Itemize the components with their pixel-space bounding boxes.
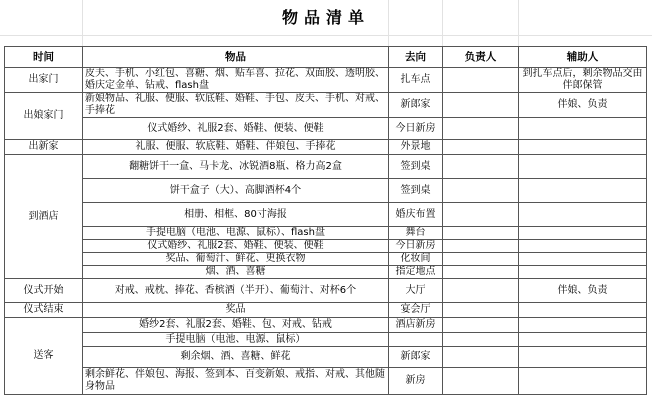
asst-cell[interactable] — [519, 140, 647, 155]
asst-cell[interactable] — [519, 227, 647, 240]
table-row — [5, 68, 647, 93]
resp-cell[interactable] — [443, 68, 519, 93]
table-row — [5, 179, 647, 203]
item-cell[interactable]: 仪式婚纱、礼服2套、婚鞋、便装、便鞋 — [83, 240, 389, 253]
time-cell[interactable]: 仪式结束 — [5, 303, 83, 318]
dest-cell[interactable]: 今日新房 — [389, 240, 443, 253]
item-cell[interactable]: 相册、相框、80寸海报 — [83, 203, 389, 227]
page-title: 物品清单 — [281, 8, 370, 27]
table-row — [5, 227, 647, 240]
asst-cell[interactable] — [519, 118, 647, 140]
asst-cell[interactable] — [519, 333, 647, 347]
header-row — [5, 47, 647, 68]
table-row — [5, 253, 647, 266]
time-cell[interactable]: 到酒店 — [5, 155, 83, 279]
item-cell[interactable]: 婚纱2套、礼服2套、婚鞋、包、对戒、钻戒 — [83, 318, 389, 333]
asst-cell[interactable] — [519, 203, 647, 227]
resp-cell[interactable] — [443, 253, 519, 266]
resp-cell[interactable] — [443, 279, 519, 303]
asst-cell[interactable]: 伴娘、负责 — [519, 93, 647, 118]
dest-cell[interactable]: 新郎家 — [389, 93, 443, 118]
table-row — [5, 203, 647, 227]
item-cell[interactable]: 奖品 — [83, 303, 389, 318]
table-row — [5, 318, 647, 333]
dest-cell[interactable]: 签到桌 — [389, 155, 443, 179]
table-row — [5, 240, 647, 253]
header-resp[interactable]: 负责人 — [443, 47, 519, 68]
table-row — [5, 333, 647, 347]
asst-cell[interactable] — [519, 240, 647, 253]
item-cell[interactable]: 手提电脑（电池、电源、鼠标） — [83, 333, 389, 347]
resp-cell[interactable] — [443, 227, 519, 240]
asst-cell[interactable] — [519, 155, 647, 179]
dest-cell[interactable]: 新郎家 — [389, 347, 443, 368]
asst-cell[interactable]: 伴娘、负责 — [519, 279, 647, 303]
asst-cell[interactable] — [519, 266, 647, 279]
dest-cell[interactable]: 婚庆布置 — [389, 203, 443, 227]
time-cell[interactable]: 出新家 — [5, 140, 83, 155]
item-cell[interactable]: 仪式婚纱、礼服2套、婚鞋、便装、便鞋 — [83, 118, 389, 140]
resp-cell[interactable] — [443, 155, 519, 179]
resp-cell[interactable] — [443, 266, 519, 279]
dest-cell[interactable]: 新房 — [389, 368, 443, 395]
inventory-table — [4, 46, 647, 395]
resp-cell[interactable] — [443, 140, 519, 155]
table-row — [5, 118, 647, 140]
table-row — [5, 266, 647, 279]
resp-cell[interactable] — [443, 240, 519, 253]
dest-cell[interactable]: 指定地点 — [389, 266, 443, 279]
table-row — [5, 303, 647, 318]
asst-cell[interactable] — [519, 253, 647, 266]
table-row — [5, 140, 647, 155]
item-cell[interactable]: 奖品、葡萄汁、鲜花、更换衣物 — [83, 253, 389, 266]
resp-cell[interactable] — [443, 93, 519, 118]
time-cell[interactable]: 仪式开始 — [5, 279, 83, 303]
dest-cell[interactable]: 外景地 — [389, 140, 443, 155]
item-cell[interactable]: 翻糖饼干一盒、马卡龙、冰锐酒8瓶、格力高2盒 — [83, 155, 389, 179]
dest-cell[interactable]: 宴会厅 — [389, 303, 443, 318]
time-cell[interactable]: 出家门 — [5, 68, 83, 93]
resp-cell[interactable] — [443, 118, 519, 140]
item-cell[interactable]: 饼干盒子（大）、高脚酒杯4个 — [83, 179, 389, 203]
header-dest[interactable]: 去向 — [389, 47, 443, 68]
asst-cell[interactable]: 到扎车点后，剩余物品交由伴郎保管 — [519, 68, 647, 93]
dest-cell[interactable]: 签到桌 — [389, 179, 443, 203]
item-cell[interactable]: 新娘物品、礼服、便服、软底鞋、婚鞋、手包、皮夫、手机、对戒、手捧花 — [83, 93, 389, 118]
dest-cell[interactable]: 酒店新房 — [389, 318, 443, 333]
dest-cell[interactable]: 今日新房 — [389, 118, 443, 140]
item-cell[interactable]: 剩余烟、酒、喜糖、鲜花 — [83, 347, 389, 368]
dest-cell[interactable]: 扎车点 — [389, 68, 443, 93]
table-row — [5, 155, 647, 179]
asst-cell[interactable] — [519, 318, 647, 333]
resp-cell[interactable] — [443, 179, 519, 203]
resp-cell[interactable] — [443, 203, 519, 227]
time-cell[interactable]: 送客 — [5, 318, 83, 395]
item-cell[interactable]: 皮夫、手机、小红包、喜糖、烟、贴车喜、拉花、双面胶、透明胶、婚庆定金单、钻戒、flash盘 — [83, 68, 389, 93]
item-cell[interactable]: 礼服、便服、软底鞋、婚鞋、伴娘包、手捧花 — [83, 140, 389, 155]
item-cell[interactable]: 烟、酒、喜糖 — [83, 266, 389, 279]
resp-cell[interactable] — [443, 318, 519, 333]
resp-cell[interactable] — [443, 347, 519, 368]
header-asst[interactable]: 辅助人 — [519, 47, 647, 68]
resp-cell[interactable] — [443, 303, 519, 318]
dest-cell[interactable]: 大厅 — [389, 279, 443, 303]
header-time[interactable]: 时间 — [5, 47, 83, 68]
table-row — [5, 368, 647, 395]
dest-cell[interactable]: 化妆间 — [389, 253, 443, 266]
resp-cell[interactable] — [443, 368, 519, 395]
time-cell[interactable]: 出娘家门 — [5, 93, 83, 140]
asst-cell[interactable] — [519, 347, 647, 368]
item-cell[interactable]: 剩余鲜花、伴娘包、海报、签到本、百变新娘、戒指、对戒、其他随身物品 — [83, 368, 389, 395]
asst-cell[interactable] — [519, 303, 647, 318]
dest-cell[interactable] — [389, 333, 443, 347]
asst-cell[interactable] — [519, 179, 647, 203]
asst-cell[interactable] — [519, 368, 647, 395]
table-row — [5, 279, 647, 303]
resp-cell[interactable] — [443, 333, 519, 347]
dest-cell[interactable]: 舞台 — [389, 227, 443, 240]
table-row — [5, 93, 647, 118]
header-item[interactable]: 物品 — [83, 47, 389, 68]
item-cell[interactable]: 手提电脑（电池、电源、鼠标）、flash盘 — [83, 227, 389, 240]
item-cell[interactable]: 对戒、戒枕、捧花、香槟酒（半开）、葡萄汁、对杯6个 — [83, 279, 389, 303]
table-row — [5, 347, 647, 368]
